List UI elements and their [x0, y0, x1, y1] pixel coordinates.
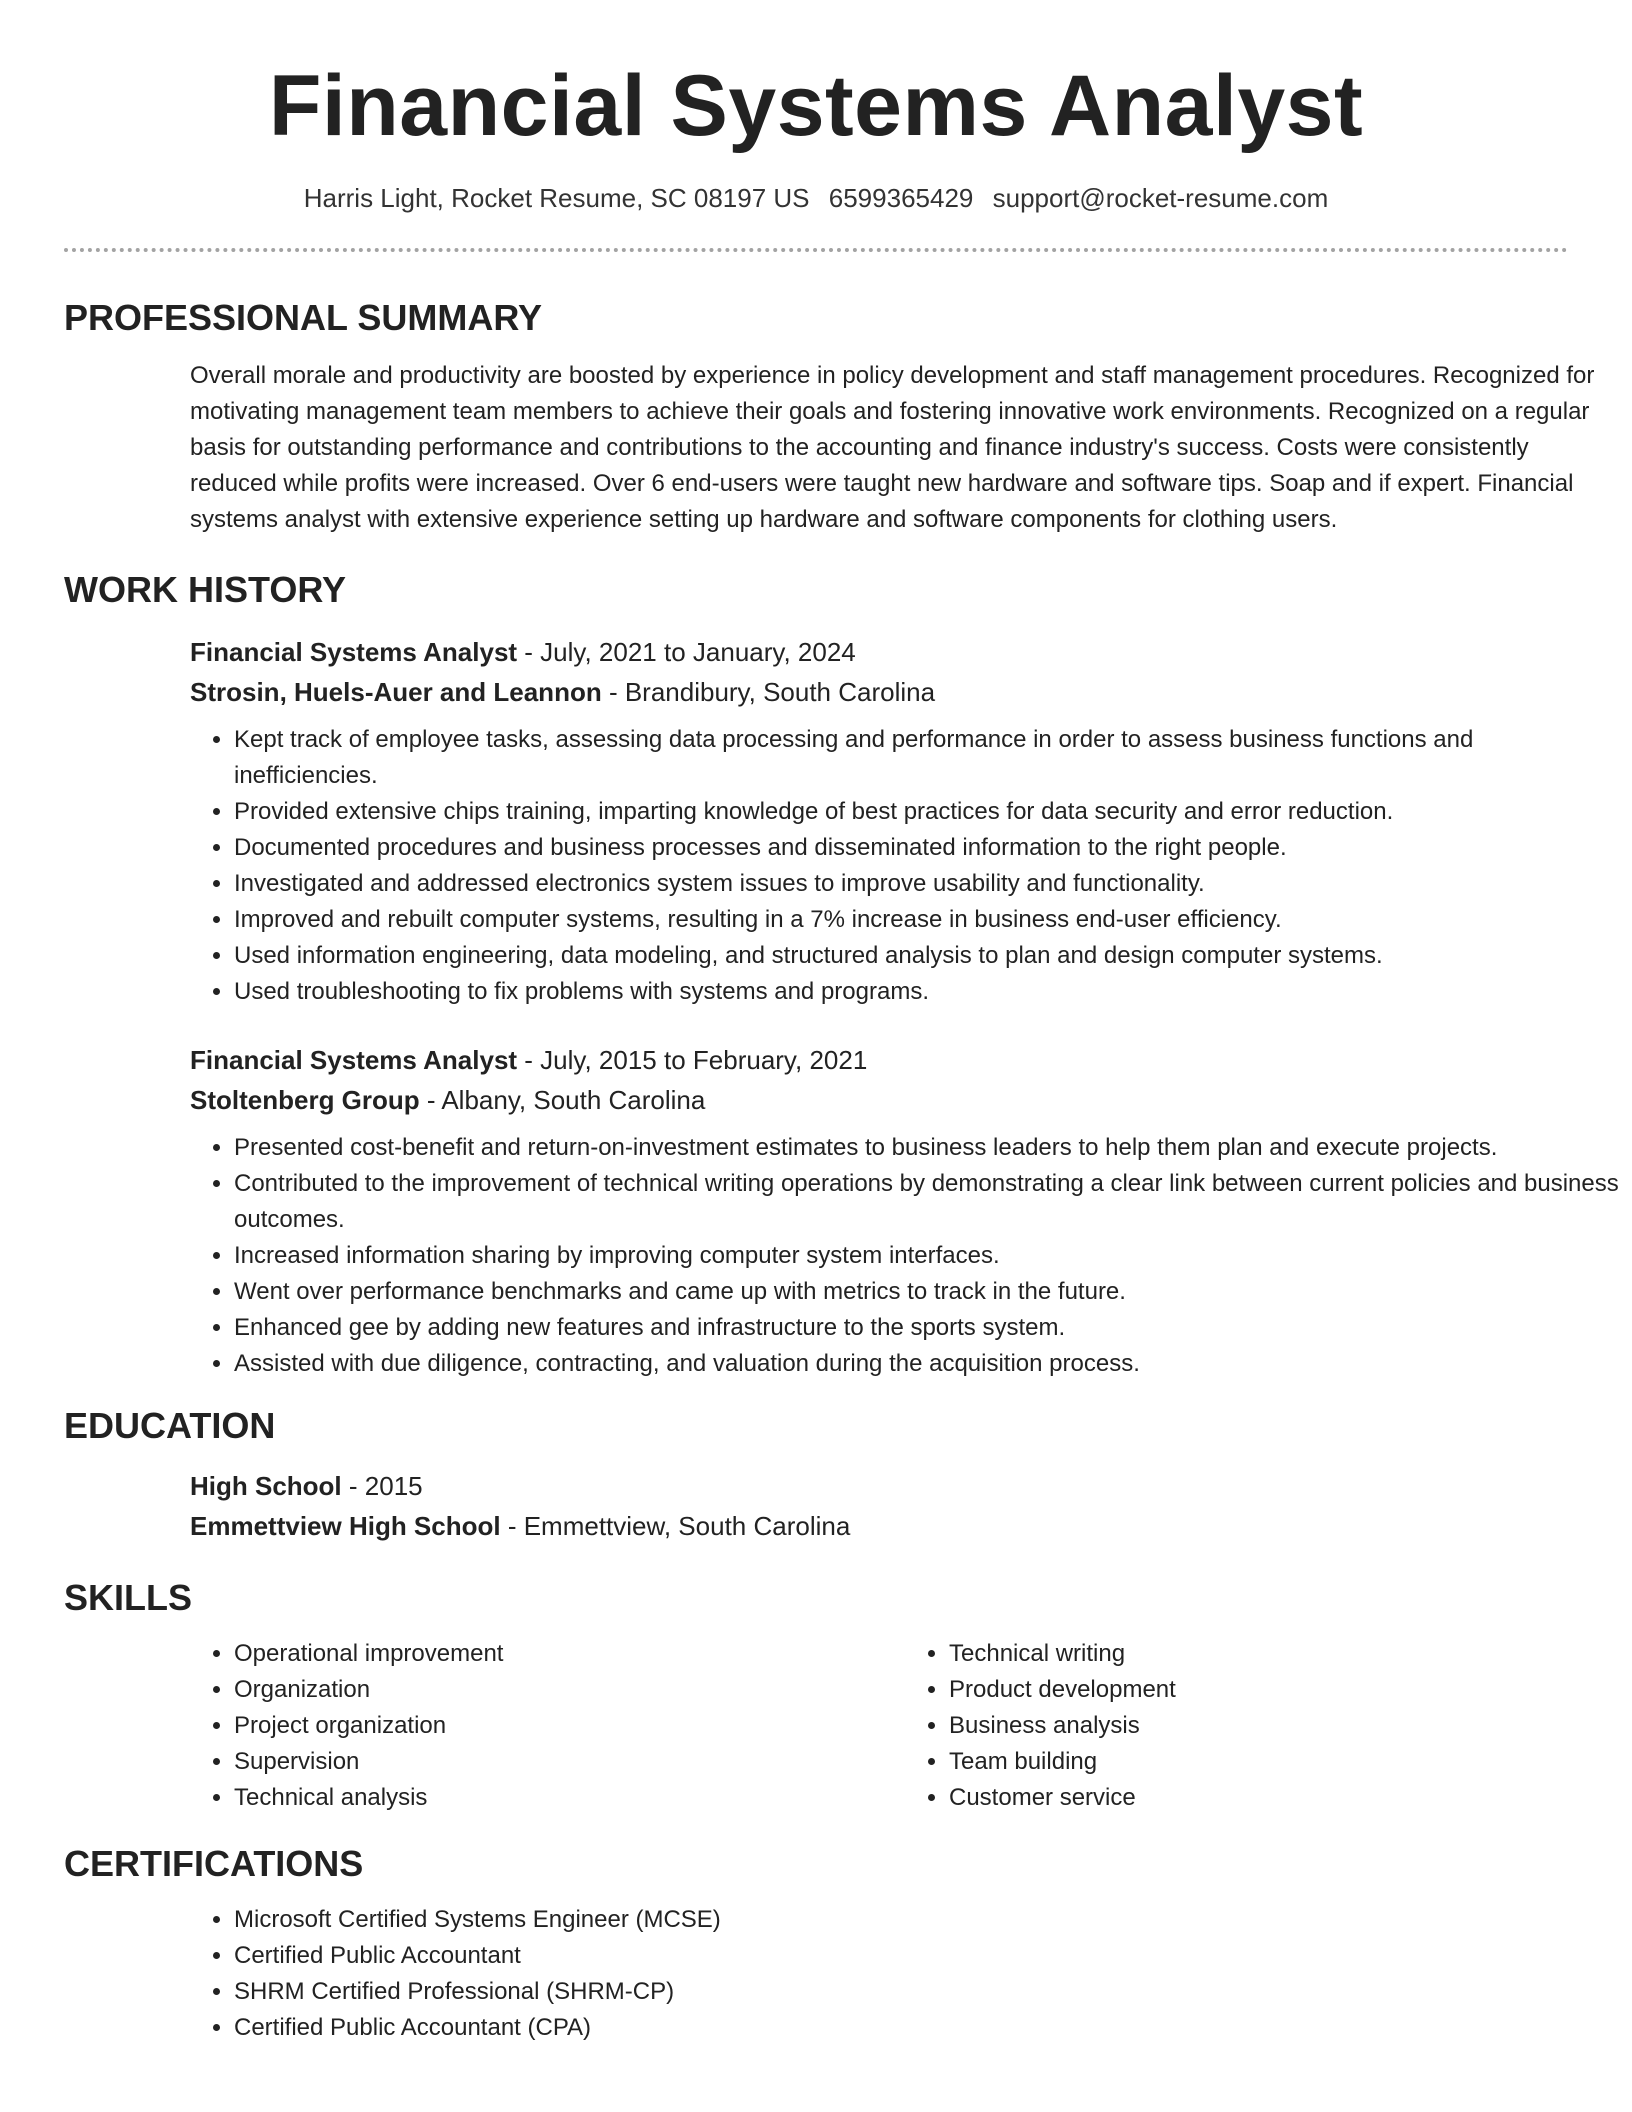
education-school: Emmettview High School [190, 1511, 501, 1541]
job-title-line [190, 1040, 1620, 1080]
list-item: • Improved and rebuilt computer systems, resulting in a 7% increase in business end-user efficiency. [234, 902, 1620, 938]
skill-item: • Team building [949, 1744, 1620, 1780]
skill-item: • Technical writing [949, 1636, 1620, 1672]
list-item: • Used information engineering, data modeling, and structured analysis to plan and design computer systems. [234, 938, 1620, 974]
list-item: • Went over performance benchmarks and came up with metrics to track in the future. [234, 1274, 1620, 1310]
education-school-line [190, 1506, 1620, 1546]
job-dates: - July, 2021 to January, 2024 [517, 637, 856, 667]
job-entry [190, 1040, 1620, 1382]
summary-text: Overall morale and productivity are boosted by experience in policy development and staff management procedures. Recognized for motivating management team members to achieve their goals and fostering innovative work environments. Recognized on a regular basis for outstanding performance and contributions to the accounting and finance industry's success. Costs were consistently reduced while profits were increased. Over 6 end-users were taught new hardware and software tips. Soap and if expert. Financial systems analyst with extensive experience setting up hardware and software components for clothing users. [190, 362, 1595, 533]
summary-section [190, 358, 1620, 538]
header-divider [64, 248, 1568, 252]
certifications-heading: CERTIFICATIONS [64, 1843, 364, 1884]
certifications-list [190, 1902, 1620, 2046]
list-item: • Investigated and addressed electronics system issues to improve usability and functionality. [234, 866, 1620, 902]
certification-item: • Certified Public Accountant (CPA) [234, 2010, 1620, 2046]
job-bullets [190, 1130, 1620, 1382]
certification-item: • Microsoft Certified Systems Engineer (MCSE) [234, 1902, 1620, 1938]
skill-item: • Operational improvement [234, 1636, 905, 1672]
skill-item: • Supervision [234, 1744, 905, 1780]
contact-email: support@rocket-resume.com [992, 183, 1329, 213]
contact-address: Harris Light, Rocket Resume, SC 08197 US [303, 183, 810, 213]
list-item: • Provided extensive chips training, imparting knowledge of best practices for data security and error reduction. [234, 794, 1620, 830]
skill-item: • Business analysis [949, 1708, 1620, 1744]
work-history-section [190, 632, 1620, 1382]
skills-section [190, 1636, 1620, 1816]
job-company-line [190, 1080, 1620, 1120]
resume-title: Financial Systems Analyst [268, 58, 1364, 154]
job-dates: - July, 2015 to February, 2021 [517, 1045, 868, 1075]
skill-item: • Organization [234, 1672, 905, 1708]
contact-phone: 6599365429 [828, 183, 974, 213]
job-entry [190, 632, 1620, 1010]
list-item: • Used troubleshooting to fix problems with systems and programs. [234, 974, 1620, 1010]
list-item: • Documented procedures and business processes and disseminated information to the right people. [234, 830, 1620, 866]
job-company: Stoltenberg Group [190, 1085, 420, 1115]
skills-column-1 [190, 1636, 905, 1816]
skills-heading: SKILLS [64, 1577, 193, 1618]
certification-item: • SHRM Certified Professional (SHRM-CP) [234, 1974, 1620, 2010]
skill-item: • Product development [949, 1672, 1620, 1708]
contact-line [64, 182, 1568, 214]
skills-grid [190, 1636, 1620, 1816]
list-item: • Contributed to the improvement of technical writing operations by demonstrating a clear link between current policies and business outcomes. [234, 1166, 1620, 1238]
education-section [190, 1466, 1620, 1546]
list-item: • Increased information sharing by improving computer system interfaces. [234, 1238, 1620, 1274]
education-location: - Emmettview, South Carolina [500, 1511, 851, 1541]
skills-column-2 [905, 1636, 1620, 1816]
education-degree: High School [190, 1471, 342, 1501]
list-item: • Assisted with due diligence, contracting, and valuation during the acquisition process. [234, 1346, 1620, 1382]
list-item: • Presented cost-benefit and return-on-investment estimates to business leaders to help them plan and execute projects. [234, 1130, 1620, 1166]
summary-heading: PROFESSIONAL SUMMARY [64, 297, 543, 338]
job-company-line [190, 672, 1620, 712]
list-item: • Enhanced gee by adding new features and infrastructure to the sports system. [234, 1310, 1620, 1346]
job-title: Financial Systems Analyst [190, 1045, 518, 1075]
education-year: - 2015 [341, 1471, 423, 1501]
skill-item: • Project organization [234, 1708, 905, 1744]
list-item: • Kept track of employee tasks, assessing data processing and performance in order to assess business functions and inefficiencies. [234, 722, 1620, 794]
skill-item: • Customer service [949, 1780, 1620, 1816]
job-company: Strosin, Huels-Auer and Leannon [190, 677, 602, 707]
job-title: Financial Systems Analyst [190, 637, 518, 667]
job-location: - Albany, South Carolina [419, 1085, 706, 1115]
job-bullets [190, 722, 1620, 1010]
job-title-line [190, 632, 1620, 672]
skill-item: • Technical analysis [234, 1780, 905, 1816]
work-history-heading: WORK HISTORY [64, 569, 347, 610]
certification-item: • Certified Public Accountant [234, 1938, 1620, 1974]
job-location: - Brandibury, South Carolina [601, 677, 936, 707]
education-degree-line [190, 1466, 1620, 1506]
education-heading: EDUCATION [64, 1405, 276, 1446]
certifications-section [190, 1902, 1620, 2046]
